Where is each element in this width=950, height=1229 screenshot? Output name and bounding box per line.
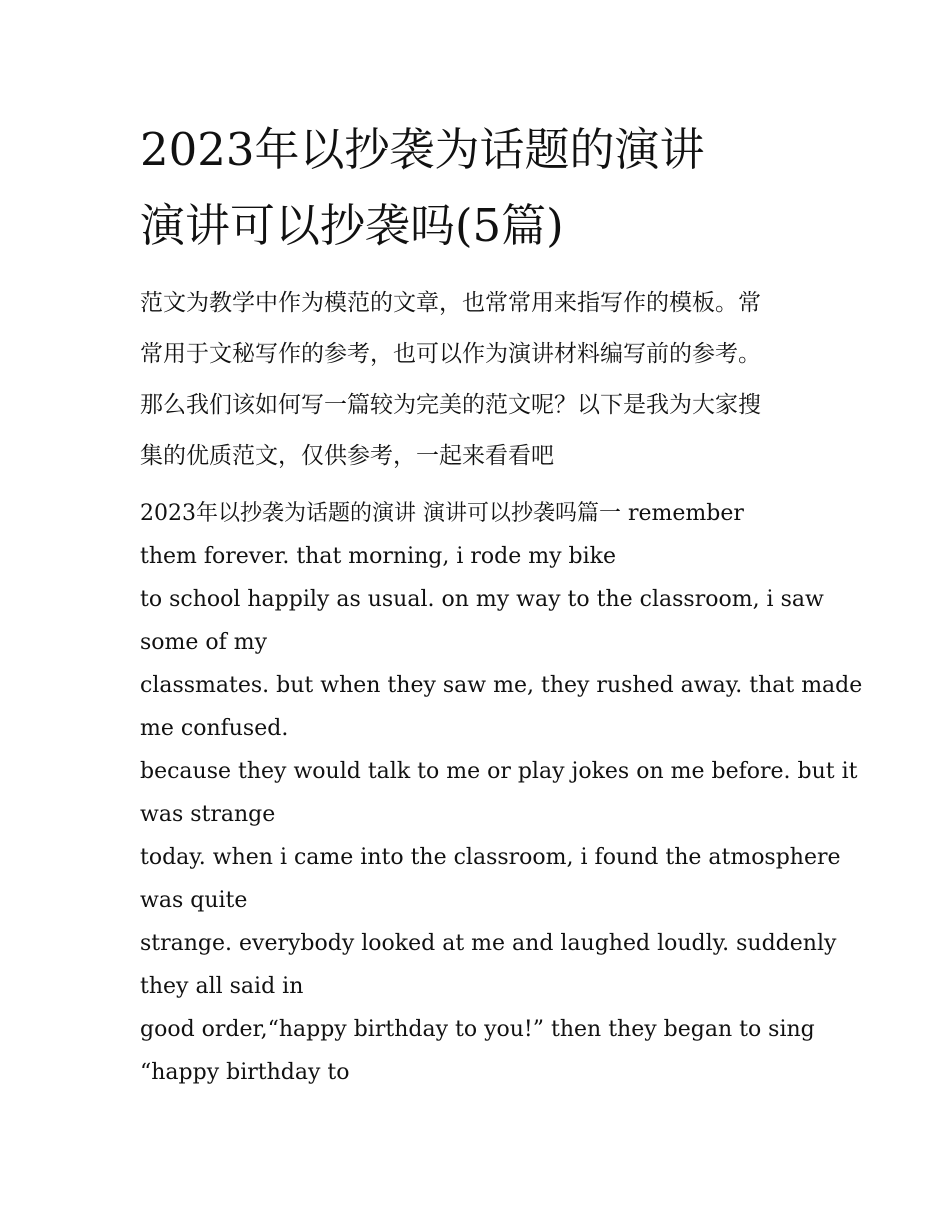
page-title <box>140 112 820 264</box>
body-line: 2023年以抄袭为话题的演讲 演讲可以抄袭吗篇一 remember <box>140 501 744 526</box>
intro-paragraph <box>140 278 820 482</box>
document-page <box>140 112 863 1094</box>
body-line: they all said in <box>140 974 304 999</box>
body-line: good order,“happy birthday to you!” then they began to sing <box>140 1017 815 1042</box>
body-line: today. when i came into the classroom, i found the atmosphere <box>140 845 841 870</box>
intro-line: 范文为教学中作为模范的文章，也常常用来指写作的模板。常 <box>140 290 761 316</box>
body-line: because they would talk to me or play jokes on me before. but it <box>140 759 858 784</box>
intro-line: 那么我们该如何写一篇较为完美的范文呢？以下是我为大家搜 <box>140 392 761 418</box>
title-line-2: 演讲可以抄袭吗(5篇) <box>140 199 564 252</box>
title-line-1: 2023年以抄袭为话题的演讲 <box>140 123 705 176</box>
body-line: to school happily as usual. on my way to the classroom, i saw <box>140 587 824 612</box>
body-line: some of my <box>140 630 268 655</box>
body-line: classmates. but when they saw me, they rushed away. that made <box>140 673 863 698</box>
intro-line: 集的优质范文，仅供参考，一起来看看吧 <box>140 443 554 469</box>
body-line: strange. everybody looked at me and laughed loudly. suddenly <box>140 931 837 956</box>
body-line: them forever. that morning, i rode my bike <box>140 544 617 569</box>
intro-line: 常用于文秘写作的参考，也可以作为演讲材料编写前的参考。 <box>140 341 761 367</box>
body-line: “happy birthday to <box>140 1060 350 1085</box>
body-line: me confused. <box>140 716 289 741</box>
body-line: was strange <box>140 802 276 827</box>
essay-body <box>140 492 863 1094</box>
body-line: was quite <box>140 888 248 913</box>
